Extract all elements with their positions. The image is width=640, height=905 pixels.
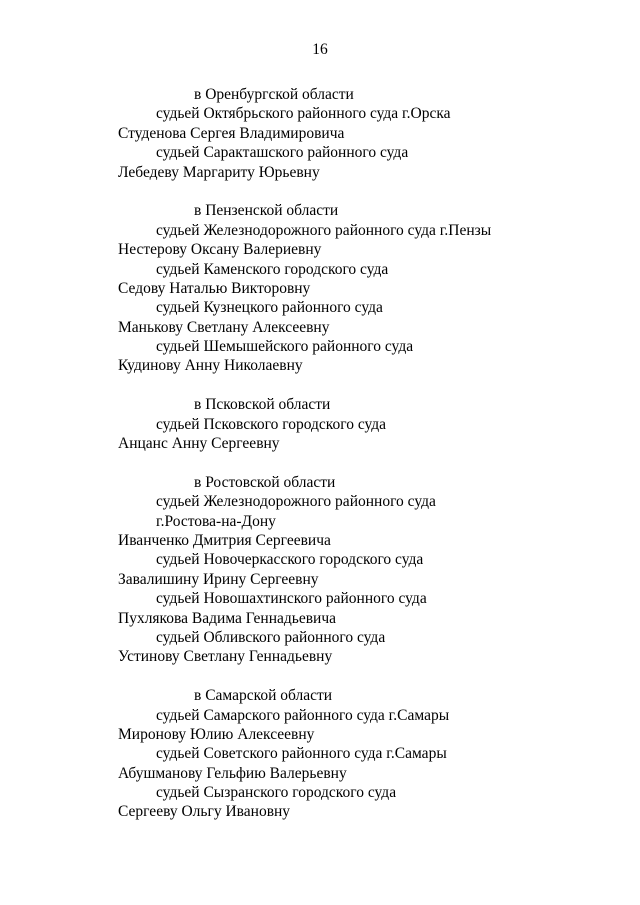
region-heading: в Пензенской области	[194, 202, 339, 220]
region-section	[118, 85, 618, 182]
region-section	[118, 201, 618, 376]
region-section	[118, 395, 618, 453]
court-position: судьей Железнодорожного районного суда г.Пензы	[156, 221, 492, 239]
region-section	[118, 686, 618, 822]
court-position: судьей Новочеркасского городского суда	[156, 551, 424, 569]
region-heading: в Псковской области	[194, 396, 331, 414]
court-position: судьей Шемышейского районного суда	[156, 338, 414, 356]
region-heading: в Оренбургской области	[194, 86, 354, 103]
judge-name: Устинову Светлану Геннадьевну	[118, 648, 333, 666]
appointments-list	[118, 85, 618, 841]
region-heading: в Ростовской области	[194, 473, 336, 491]
judge-name: Миронову Юлию Алексеевну	[118, 725, 315, 743]
court-position: судьей Кузнецкого районного суда	[156, 299, 383, 317]
court-position: судьей Новошахтинского районного суда	[156, 590, 427, 608]
judge-name: Пухлякова Вадима Геннадьевича	[118, 609, 337, 627]
court-position: судьей Псковского городского суда	[156, 415, 387, 433]
judge-name: Манькову Светлану Алексеевну	[118, 318, 330, 336]
court-position: судьей Каменского городского суда	[156, 260, 389, 278]
court-position: судьей Советского районного суда г.Самары	[156, 745, 447, 763]
court-position: судьей Самарского районного суда г.Самары	[156, 706, 450, 724]
region-heading: в Самарской области	[194, 687, 333, 705]
court-position: судьей Железнодорожного районного суда	[156, 493, 436, 511]
judge-name: Нестерову Оксану Валериевну	[118, 241, 322, 259]
judge-name: Студенова Сергея Владимировича	[118, 124, 345, 142]
court-position: судьей Октябрьского районного суда г.Орска	[156, 105, 451, 123]
court-position: судьей Саракташского районного суда	[156, 144, 409, 162]
judge-name: Седову Наталью Викторовну	[118, 279, 311, 297]
region-section	[118, 473, 618, 667]
court-position: судьей Обливского районного суда	[156, 628, 386, 646]
judge-name: Кудинову Анну Николаевну	[118, 357, 303, 375]
judge-name: Иванченко Дмитрия Сергеевича	[118, 531, 331, 549]
judge-name: Анцанс Анну Сергеевну	[118, 435, 280, 453]
judge-name: Завалишину Ирину Сергеевну	[118, 570, 319, 588]
page-number: 16	[312, 41, 328, 58]
court-position: г.Ростова-на-Дону	[156, 512, 276, 530]
judge-name: Лебедеву Маргариту Юрьевну	[118, 163, 320, 181]
judge-name: Сергееву Ольгу Ивановну	[118, 803, 291, 821]
court-position: судьей Сызранского городского суда	[156, 784, 397, 802]
judge-name: Абушманову Гельфию Валерьевну	[118, 764, 347, 782]
